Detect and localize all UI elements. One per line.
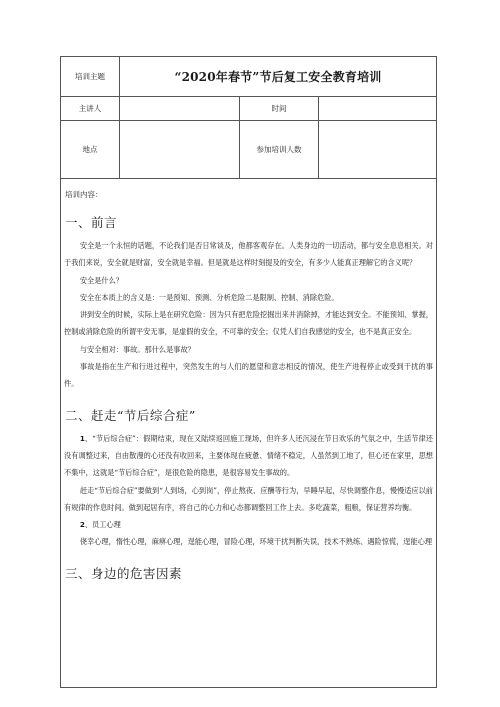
location-label: 地点: [82, 145, 98, 154]
paragraph-text: 、“节后综合症”：假期结束，现在又陆续返回施工现场，但许多人还沉浸在节日欢乐的气氛之中，生活节律还没有调整过来，自由散漫的心还没有收回来，主要体现在疲惫、情绪不稳定，人虽然到工地了，但心还在家里，思想不集中，这就是“节后综合症”，是很危险的隐患，是很容易发生事故的。: [64, 433, 433, 478]
time-label: 时间: [239, 97, 318, 120]
attendees-label: 参加培训人数: [239, 121, 318, 178]
section-heading-preface: 一、前言: [65, 215, 118, 230]
time-value: [318, 97, 436, 120]
section-heading-hazards: 三、身边的危害因素: [65, 565, 183, 581]
item-number: 2: [79, 520, 85, 530]
attendees-value: [318, 121, 436, 178]
content-label: 培训内容：: [65, 190, 103, 199]
paragraph: [64, 516, 433, 533]
paragraph: 安全在本质上的含义是：一是预知、预测、分析危险二是限制、控制、消除危险。: [79, 292, 339, 302]
training-content: [61, 179, 436, 588]
paragraph: [64, 430, 433, 482]
training-title: “2020年春节”节后复工安全教育培训: [119, 57, 436, 96]
speaker-label: 主讲人: [78, 104, 102, 113]
topic-row: [61, 57, 436, 97]
section-heading-post-holiday: 二、赶走“节后综合症”: [65, 407, 196, 423]
location-row: [61, 121, 436, 179]
paragraph: 事故是指在生产和行进过程中，突然发生的与人们的愿望和意志相反的情况，使生产进程停止或受到干扰的事件。: [64, 362, 433, 389]
paragraph: 讲到安全的时候，实际上是在研究危险：因为只有把危险挖掘出来并消除掉，才能达到安全。不能预知、掌握，控制或消除危险的所谓平安无事，是虚假的安全，不可靠的安全；仅凭人们自我感觉的安全，也不是真正安全。: [64, 310, 433, 337]
item-number: 1: [79, 433, 85, 443]
paragraph: 安全是一个永恒的话题，不论我们是否日常谈及，他都客观存在。人类身边的一切活动，都与安全息息相关。对于我们来说，安全就是财富，安全就是幸福。但是就是这样时刻提及的安全，有多少人能真正理解它的含义呢？: [64, 241, 433, 268]
topic-label: 培训主题: [75, 72, 105, 81]
paragraph: 侥幸心理，惰性心理，麻痹心理，逞能心理，冒险心理，环境干扰判断失误，技术不熟练、遇险惊慌，逞能心理: [79, 537, 433, 547]
training-record-sheet: [60, 56, 437, 688]
speaker-value: [119, 97, 239, 120]
speaker-row: [61, 97, 436, 121]
location-value: [119, 121, 239, 178]
paragraph: 与安全相对：事故。那什么是事故？: [79, 344, 195, 354]
paragraph: 安全是什么？: [79, 275, 123, 285]
paragraph-text: 、员工心理: [84, 520, 121, 530]
paragraph: 赶走“节后综合症”要做到“人到场，心到岗”，停止熬夜、应酬等行为，早睡早起，尽快调整作息，慢慢适应以前有规律的作息时间。做到起居有序，将自己的心力和心态都调整回工作上去。多吃蔬菜，粗粮，保证营养均衡。: [64, 485, 433, 512]
